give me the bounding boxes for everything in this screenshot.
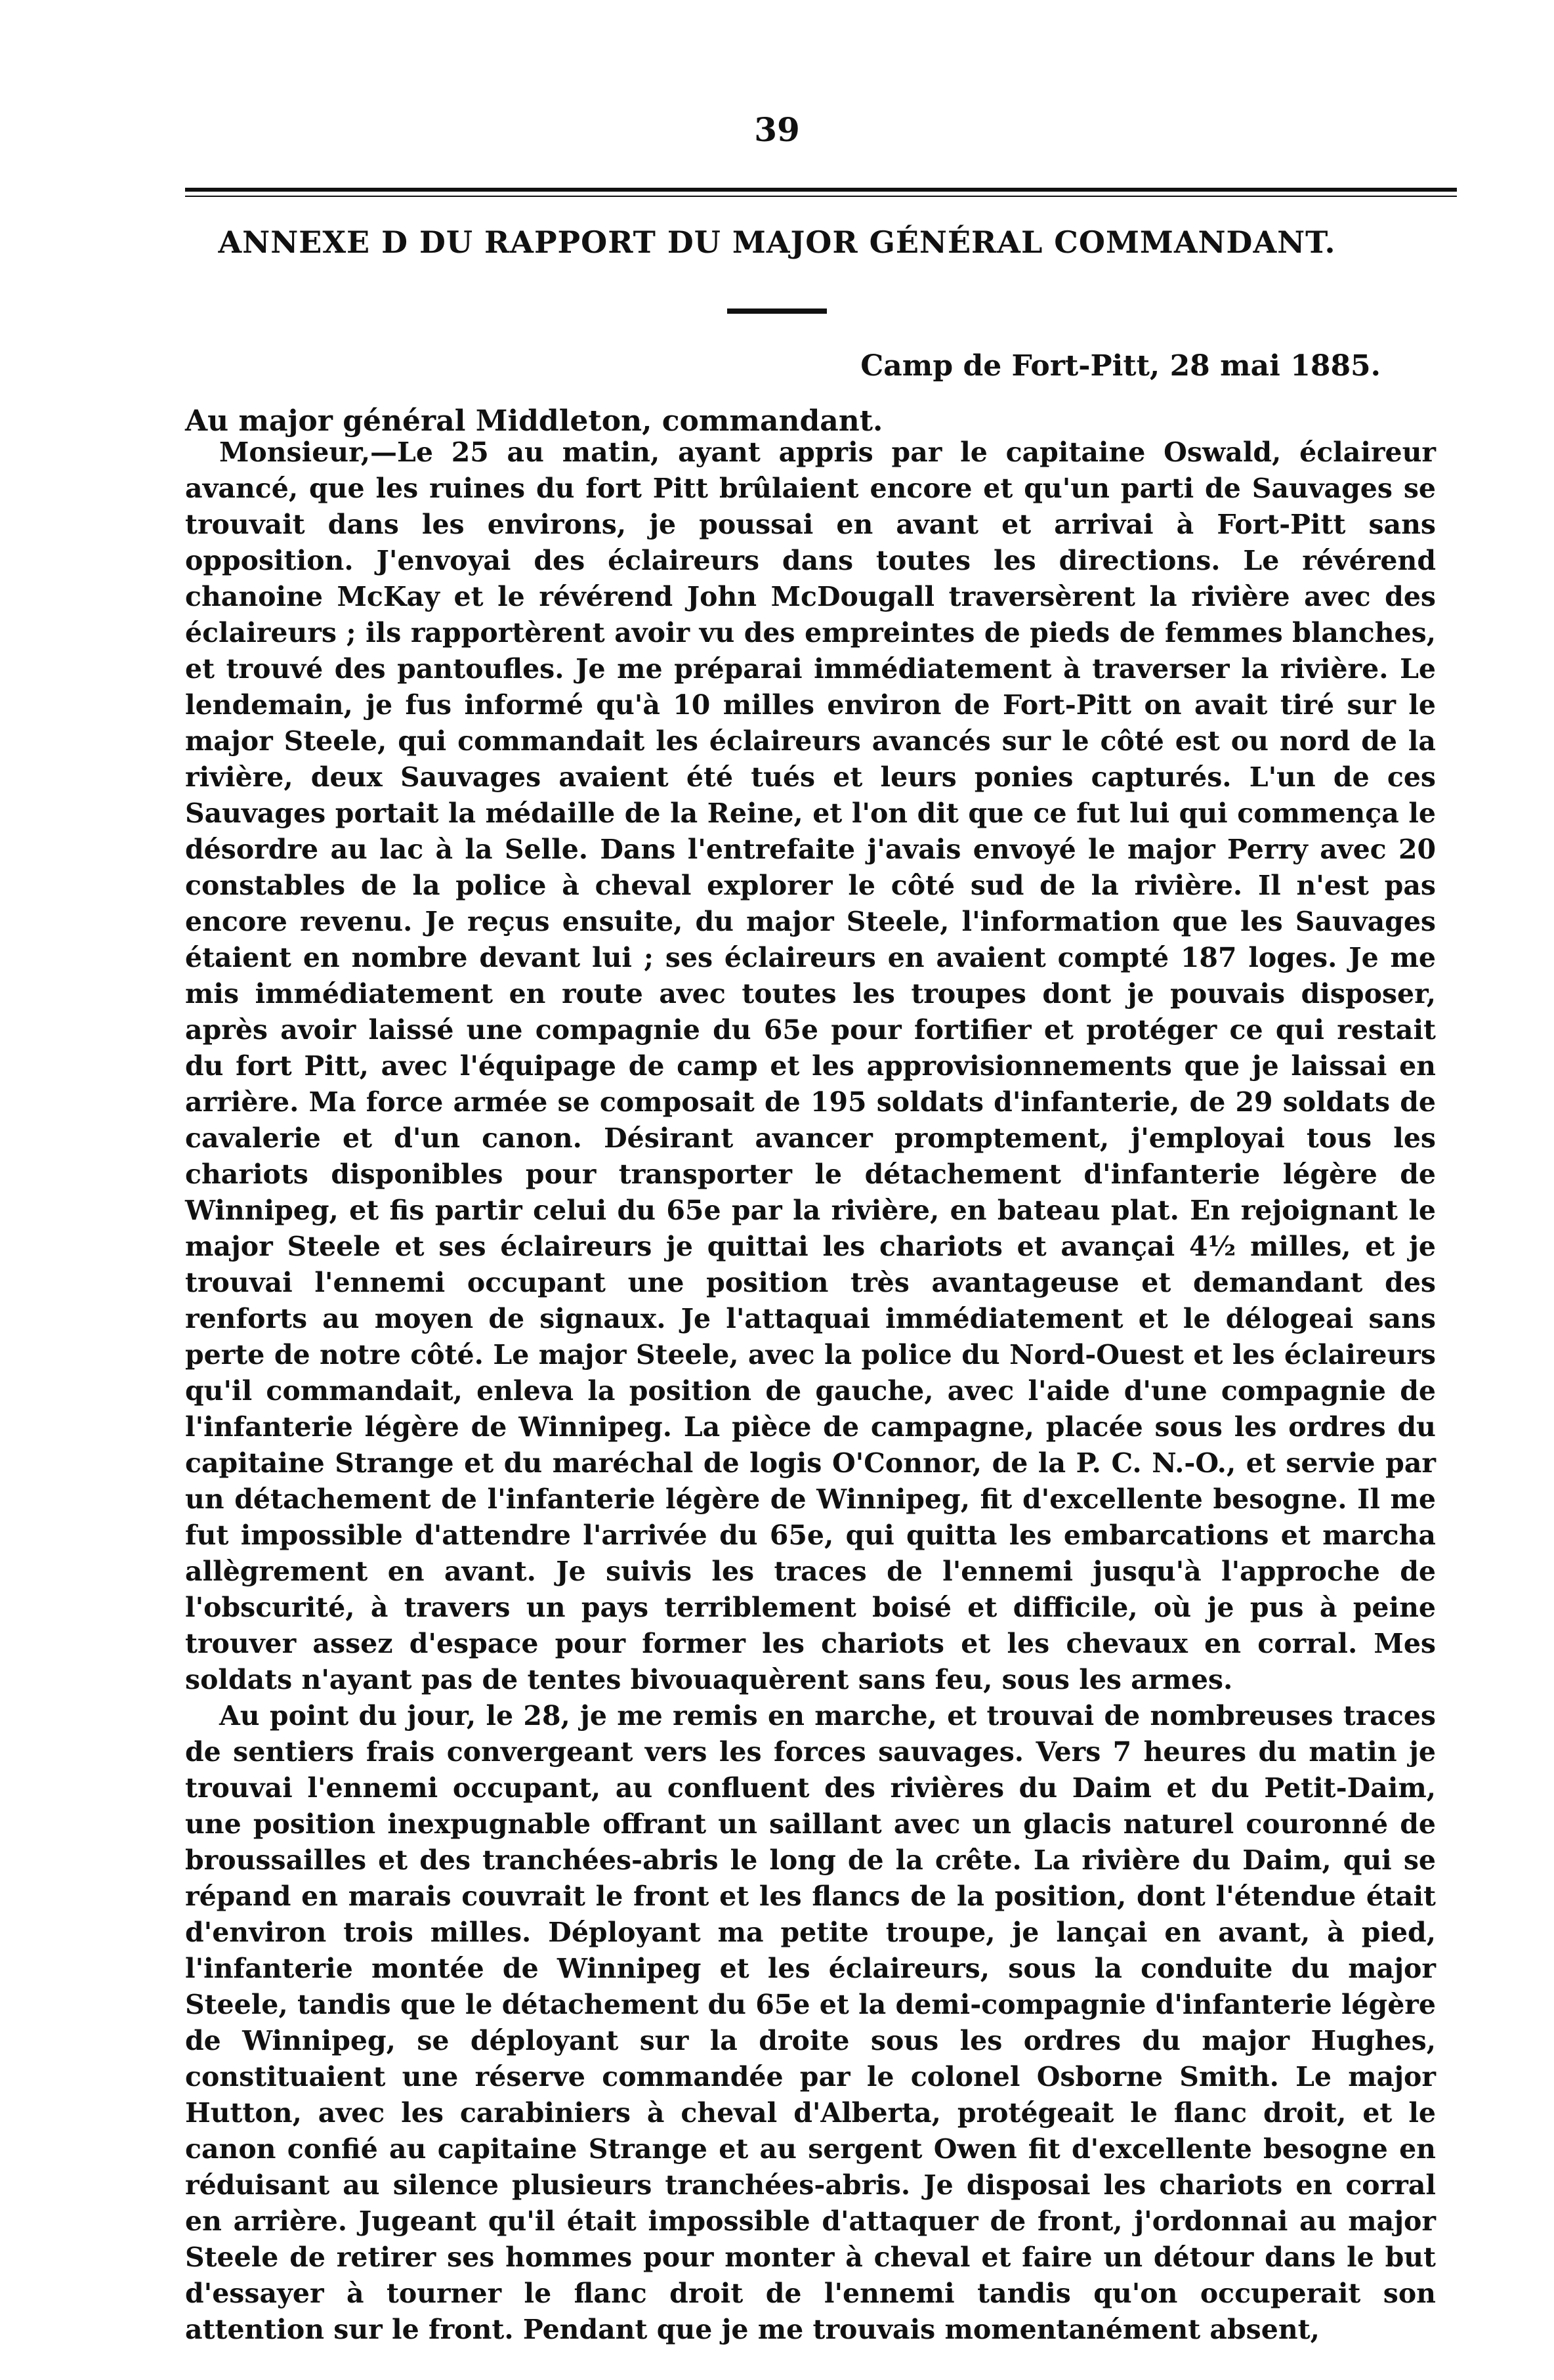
heading-divider [727, 308, 827, 314]
header-rule-top [185, 188, 1457, 192]
place-date-line: Camp de Fort-Pitt, 28 mai 1885. [860, 349, 1381, 383]
header-rule-bottom [185, 196, 1457, 197]
annex-heading: ANNEXE D DU RAPPORT DU MAJOR GÉNÉRAL COMMANDANT. [218, 224, 1336, 260]
paragraph: Au point du jour, le 28, je me remis en marche, et trouvai de nombreuses traces de sentiers frais convergeant vers les forces sauvages. Vers 7 heures du matin je trouvai l'ennemi occupant, au confluent des rivières du Daim et du Petit-Daim, une position inexpugnable offrant un saillant avec un glacis naturel couronné de broussailles et des tranchées-abris le long de la crête. La rivière du Daim, qui se répand en marais couvrait le front et les flancs de la position, dont l'étendue était d'environ trois milles. Déployant ma petite troupe, je lançai en avant, à pied, l'infanterie montée de Winnipeg et les éclaireurs, sous la conduite du major Steele, tandis que le détachement du 65e et la demi-compagnie d'infanterie légère de Winnipeg, se déployant sur la droite sous les ordres du major Hughes, constituaient une réserve commandée par le colonel Osborne Smith. Le major Hutton, avec les carabiniers à cheval d'Alberta, protégeait le flanc droit, et le canon confié au capitaine Strange et au sergent Owen fit d'excellente besogne en réduisant au silence plusieurs tranchées-abris. Je disposai les chariots en corral en arrière. Jugeant qu'il était impossible d'attaquer de front, j'ordonnai au major Steele de retirer ses hommes pour monter à cheval et faire un détour dans le but d'essayer à tourner le flanc droit de l'ennemi tandis qu'on occuperait son attention sur le front. Pendant que je me trouvais momentanément absent, [185, 1700, 1436, 2345]
addressee-line: Au major général Middleton, commandant. [185, 404, 883, 438]
paragraph: Monsieur,—Le 25 au matin, ayant appris par le capitaine Oswald, éclaireur avancé, que les ruines du fort Pitt brûlaient encore et qu'un parti de Sauvages se trouvait dans les environs, je poussai en avant et arrivai à Fort-Pitt sans opposition. J'envoyai des éclaireurs dans toutes les directions. Le révérend chanoine McKay et le révérend John McDougall traversèrent la rivière avec des éclaireurs ; ils rapportèrent avoir vu des empreintes de pieds de femmes blanches, et trouvé des pantoufles. Je me préparai immédiatement à traverser la rivière. Le lendemain, je fus informé qu'à 10 milles environ de Fort-Pitt on avait tiré sur le major Steele, qui commandait les éclaireurs avancés sur le côté est ou nord de la rivière, deux Sauvages avaient été tués et leurs ponies capturés. L'un de ces Sauvages portait la médaille de la Reine, et l'on dit que ce fut lui qui commença le désordre au lac à la Selle. Dans l'entrefaite j'avais envoyé le major Perry avec 20 constables de la police à cheval explorer le côté sud de la rivière. Il n'est pas encore revenu. Je reçus ensuite, du major Steele, l'information que les Sauvages étaient en nombre devant lui ; ses éclaireurs en avaient compté 187 loges. Je me mis immédiatement en route avec toutes les troupes dont je pouvais disposer, après avoir laissé une compagnie du 65e pour fortifier et protéger ce qui restait du fort Pitt, avec l'équipage de camp et les approvisionnements que je laissai en arrière. Ma force armée se composait de 195 soldats d'infanterie, de 29 soldats de cavalerie et d'un canon. Désirant avancer promptement, j'employai tous les chariots disponibles pour transporter le détachement d'infanterie légère de Winnipeg, et fis partir celui du 65e par la rivière, en bateau plat. En rejoignant le major Steele et ses éclaireurs je quittai les chariots et avançai 4½ milles, et je trouvai l'ennemi occupant une position très avantageuse et demandant des renforts au moyen de signaux. Je l'attaquai immédiatement et le délogeai sans perte de notre côté. Le major Steele, avec la police du Nord-Ouest et les éclaireurs qu'il commandait, enleva la position de gauche, avec l'aide d'une compagnie de l'infanterie légère de Winnipeg. La pièce de campagne, placée sous les ordres du capitaine Strange et du maréchal de logis O'Connor, de la P. C. N.-O., et servie par un détachement de l'infanterie légère de Winnipeg, fit d'excellente besogne. Il me fut impossible d'attendre l'arrivée du 65e, qui quitta les embarcations et marcha allègrement en avant. Je suivis les traces de l'ennemi jusqu'à l'approche de l'obscurité, à travers un pays terriblement boisé et difficile, où je pus à peine trouver assez d'espace pour former les chariots et les chevaux en corral. Mes soldats n'ayant pas de tentes bivouaquèrent sans feu, sous les armes. [185, 436, 1436, 1695]
letter-body [185, 435, 1436, 2348]
page-number: 39 [754, 110, 800, 149]
